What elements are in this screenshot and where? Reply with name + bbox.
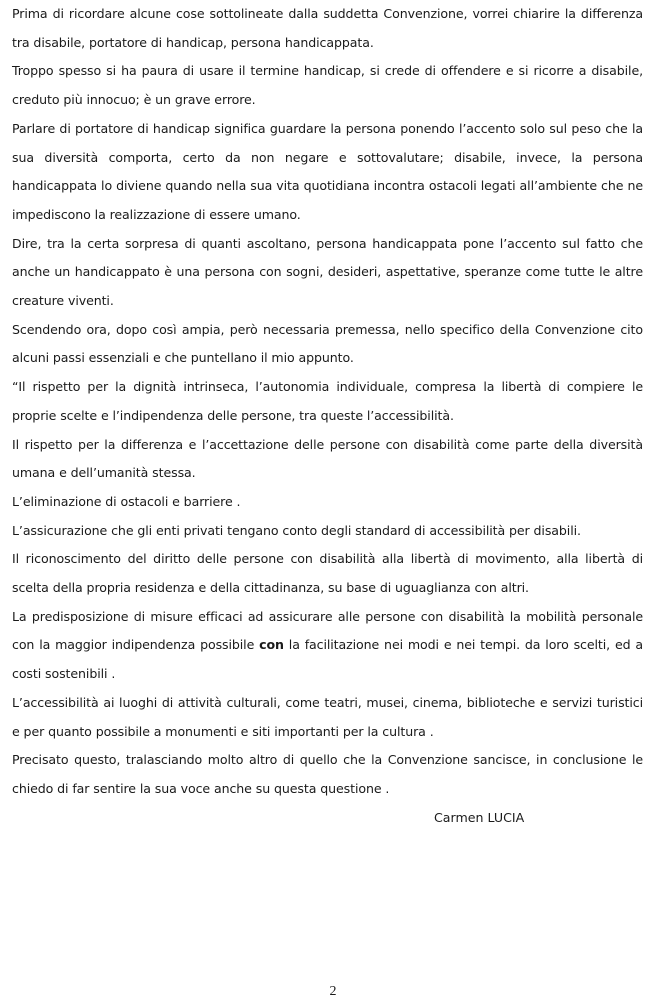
- paragraph-convenzione-passi: Scendendo ora, dopo così ampia, però necessaria premessa, nello specifico della Convenzione cito alcuni passi essenziali e che puntellano il mio appunto.: [12, 321, 643, 366]
- body-text: [12, 0, 643, 804]
- signature: Carmen LUCIA: [434, 810, 525, 825]
- paragraph-mobilita: [12, 603, 643, 689]
- mobilita-bold-word: con: [259, 637, 284, 653]
- page-number: 2: [329, 984, 337, 999]
- paragraph-persona-handicappata: Dire, tra la certa sorpresa di quanti ascoltano, persona handicappata pone l’accento sul fatto che anche un handicappato è una persona con sogni, desideri, aspettative, speranze come tutte le altre creature viventi.: [12, 235, 643, 309]
- paragraph-cultura: L’accessibilità ai luoghi di attività culturali, come teatri, musei, cinema, biblioteche e servizi turistici e per quanto possibile a monumenti e siti importanti per la cultura .: [12, 694, 643, 739]
- paragraph-liberta-movimento: Il riconoscimento del diritto delle persone con disabilità alla libertà di movimento, alla libertà di scelta della propria residenza e della cittadinanza, su base di uguaglianza con altri.: [12, 551, 643, 596]
- paragraph-portatore: Parlare di portatore di handicap significa guardare la persona ponendo l’accento solo sul peso che la sua diversità comporta, certo da non negare e sottovalutare; disabile, invece, la persona handicappata lo diviene quando nella sua vita quotidiana incontra ostacoli legati all’ambiente che ne impediscono la realizzazione di essere umano.: [12, 120, 643, 222]
- mobilita-text-after: la facilitazione nei modi e nei tempi. da loro scelti, ed a costi sostenibili .: [12, 637, 643, 682]
- paragraph-definitions-intro: Prima di ricordare alcune cose sottolineate dalla suddetta Convenzione, vorrei chiarire la differenza tra disabile, portatore di handicap, persona handicappata.: [12, 6, 643, 50]
- paragraph-enti-privati: L’assicurazione che gli enti privati tengano conto degli standard di accessibilità per disabili.: [12, 522, 581, 538]
- paragraph-differenza: Il rispetto per la differenza e l’accettazione delle persone con disabilità come parte della diversità umana e dell’umanità stessa.: [12, 436, 643, 481]
- mobilita-text-before: La predisposizione di misure efficaci ad assicurare alle persone con disabilità la mobilità personale con la maggior indipendenza possibile: [12, 608, 643, 653]
- paragraph-ostacoli: L’eliminazione di ostacoli e barriere .: [12, 493, 241, 509]
- paragraph-fear-of-term: Troppo spesso si ha paura di usare il termine handicap, si crede di offendere e si ricorre a disabile, creduto più innocuo; è un grave errore.: [12, 63, 643, 108]
- paragraph-conclusione: Precisato questo, tralasciando molto altro di quello che la Convenzione sancisce, in conclusione le chiedo di far sentire la sua voce anche su questa questione .: [12, 752, 643, 796]
- paragraph-dignita: “Il rispetto per la dignità intrinseca, l’autonomia individuale, compresa la libertà di compiere le proprie scelte e l’indipendenza delle persone, tra queste l’accessibilità.: [12, 379, 643, 423]
